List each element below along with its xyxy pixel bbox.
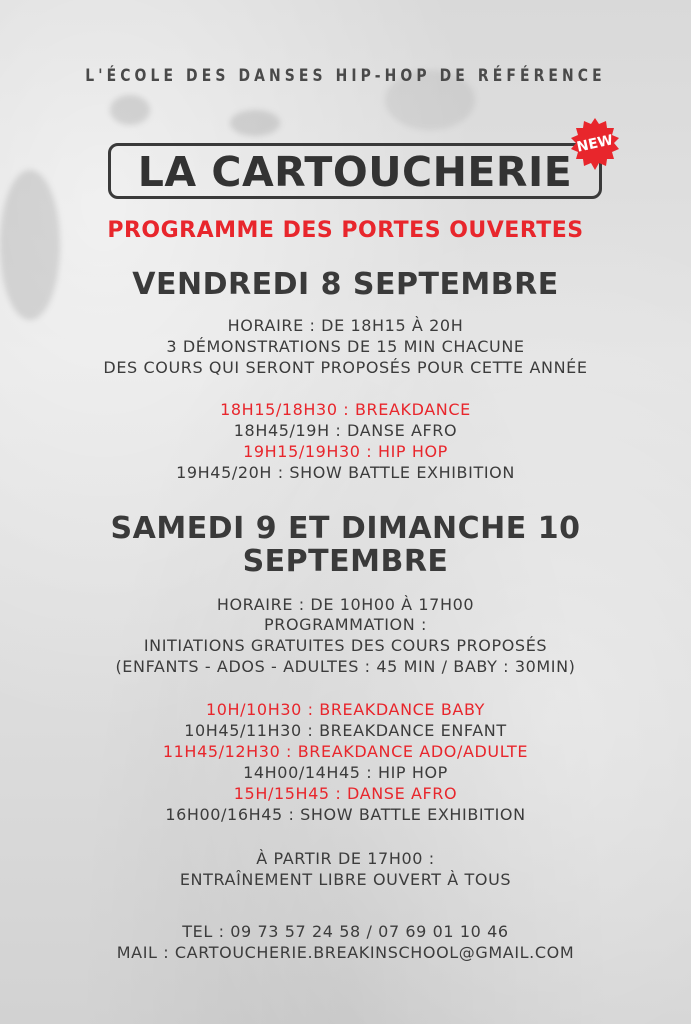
page-title: LA CARTOUCHERIE xyxy=(137,148,573,196)
contact-email: MAIL : CARTOUCHERIE.BREAKINSCHOOL@GMAIL.COM xyxy=(116,943,575,962)
schedule-item: 18H15/18H30 : BREAKDANCE xyxy=(220,400,471,419)
schedule-item: 19H45/20H : SHOW BATTLE EXHIBITION xyxy=(176,463,515,482)
schedule-item: 10H/10H30 : BREAKDANCE BABY xyxy=(205,700,486,719)
new-badge-label: NEW xyxy=(575,132,615,156)
friday-hours: HORAIRE : DE 18H15 À 20H xyxy=(227,316,464,335)
contact-phone: TEL : 09 73 57 24 58 / 07 69 01 10 46 xyxy=(182,922,509,941)
schedule-item: 14H00/14H45 : HIP HOP xyxy=(243,763,448,782)
free-training-label: ENTRAÎNEMENT LIBRE OUVERT À TOUS xyxy=(179,870,512,889)
wall-stain xyxy=(230,110,280,136)
free-training-time: À PARTIR DE 17H00 : xyxy=(256,849,435,868)
schedule-item: 19H15/19H30 : HIP HOP xyxy=(243,442,448,461)
tagline: L'ÉCOLE DES DANSES HIP-HOP DE RÉFÉRENCE xyxy=(85,66,606,86)
weekend-hours: HORAIRE : DE 10H00 À 17H00 xyxy=(216,595,475,614)
weekend-durations: (ENFANTS - ADOS - ADULTES : 45 MIN / BABY : 30MIN) xyxy=(115,657,576,676)
subtitle: PROGRAMME DES PORTES OUVERTES xyxy=(107,218,584,243)
wall-stain xyxy=(110,95,150,125)
schedule-item: 10H45/11H30 : BREAKDANCE ENFANT xyxy=(184,721,507,740)
schedule-item: 16H00/16H45 : SHOW BATTLE EXHIBITION xyxy=(165,805,526,824)
weekend-initiations: INITIATIONS GRATUITES DES COURS PROPOSÉS xyxy=(143,636,548,655)
schedule-item: 15H/15H45 : DANSE AFRO xyxy=(233,784,458,803)
schedule-item: 11H45/12H30 : BREAKDANCE ADO/ADULTE xyxy=(162,742,529,761)
weekend-heading: SAMEDI 9 ET DIMANCHE 10 xyxy=(110,511,581,546)
friday-heading: VENDREDI 8 SEPTEMBRE xyxy=(132,267,559,302)
friday-description: DES COURS QUI SERONT PROPOSÉS POUR CETTE ANNÉE xyxy=(103,358,588,377)
schedule-item: 18H45/19H : DANSE AFRO xyxy=(233,421,458,440)
weekend-heading-month: SEPTEMBRE xyxy=(242,544,449,579)
friday-demos: 3 DÉMONSTRATIONS DE 15 MIN CHACUNE xyxy=(166,337,525,356)
weekend-programming: PROGRAMMATION : xyxy=(263,615,427,634)
